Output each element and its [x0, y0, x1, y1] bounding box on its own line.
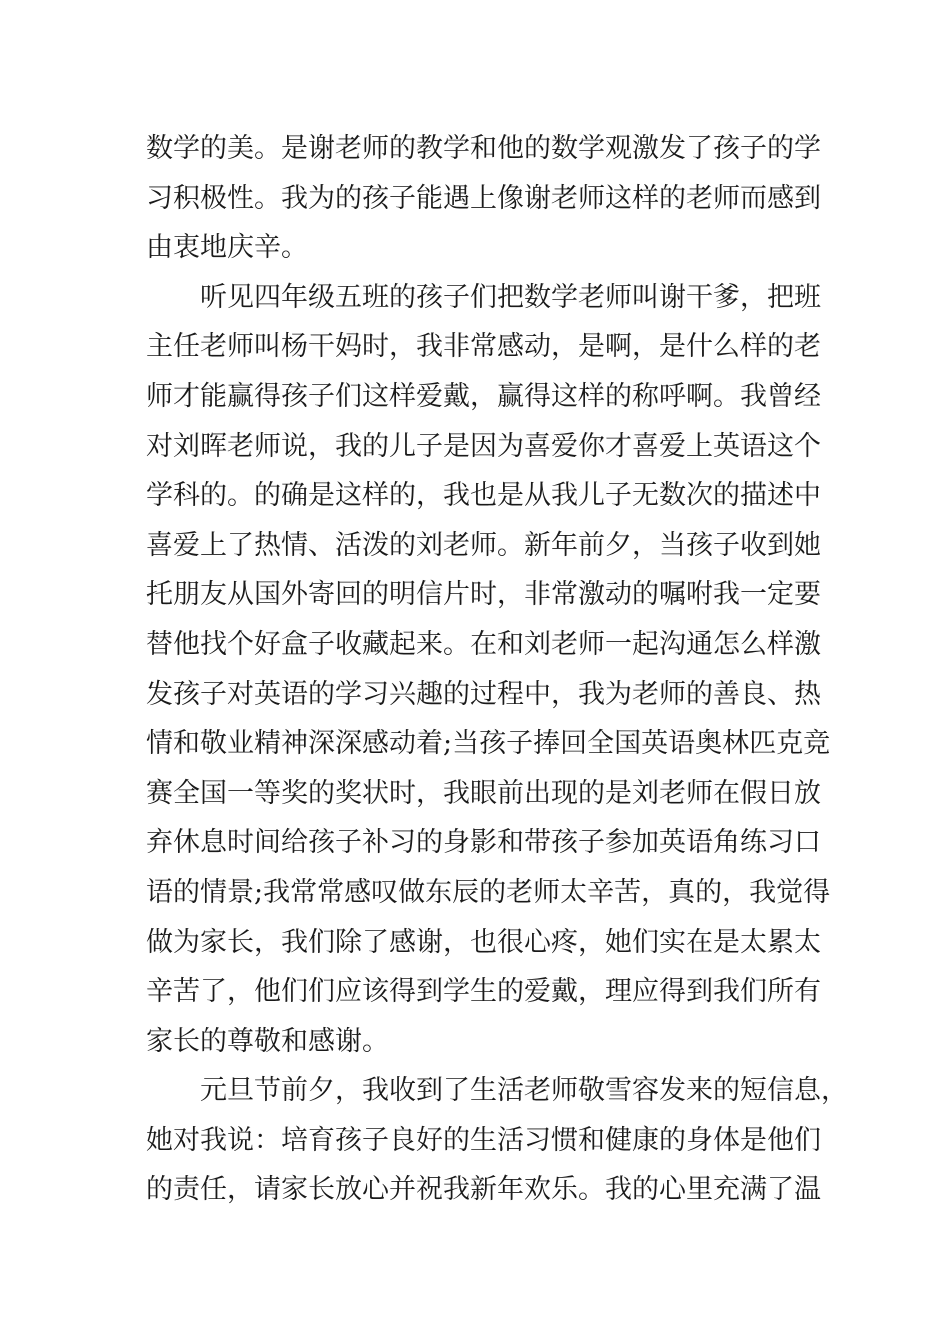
paragraph — [146, 273, 831, 1067]
text-line: 习积极性。我为的孩子能遇上像谢老师这样的老师而感到 — [146, 182, 821, 214]
text-line: 家长的尊敬和感谢。 — [146, 1025, 389, 1057]
text-line: 听见四年级五班的孩子们把数学老师叫谢干爹，把班 — [200, 281, 821, 313]
text-line: 语的情景;我常常感叹做东辰的老师太辛苦，真的，我觉得 — [146, 876, 831, 908]
text-line: 喜爱上了热情、活泼的刘老师。新年前夕，当孩子收到她 — [146, 529, 821, 561]
text-line: 数学的美。是谢老师的教学和他的数学观激发了孩子的学 — [146, 133, 821, 164]
text-line: 做为家长，我们除了感谢，也很心疼，她们实在是太累太 — [146, 926, 821, 958]
document-body — [146, 124, 848, 1215]
paragraph — [146, 1066, 848, 1215]
text-line: 辛苦了，他们们应该得到学生的爱戴，理应得到我们所有 — [146, 976, 821, 1008]
text-line: 替他找个好盒子收藏起来。在和刘老师一起沟通怎么样激 — [146, 628, 821, 660]
text-line: 赛全国一等奖的奖状时，我眼前出现的是刘老师在假日放 — [146, 777, 821, 809]
text-line: 弃休息时间给孩子补习的身影和带孩子参加英语角练习口 — [146, 827, 821, 859]
text-line: 的责任，请家长放心并祝我新年欢乐。我的心里充满了温 — [146, 1174, 821, 1206]
text-line: 托朋友从国外寄回的明信片时，非常激动的嘱咐我一定要 — [146, 579, 821, 611]
text-line: 发孩子对英语的学习兴趣的过程中，我为老师的善良、热 — [146, 678, 821, 710]
text-line: 学科的。的确是这样的，我也是从我儿子无数次的描述中 — [146, 480, 821, 512]
text-line: 师才能赢得孩子们这样爱戴，赢得这样的称呼啊。我曾经 — [146, 380, 821, 412]
text-line: 她对我说：培育孩子良好的生活习惯和健康的身体是他们 — [146, 1124, 821, 1156]
text-line: 主任老师叫杨干妈时，我非常感动，是啊，是什么样的老 — [146, 331, 821, 363]
text-line: 由衷地庆辛。 — [146, 232, 308, 264]
text-line: 元旦节前夕，我收到了生活老师敬雪容发来的短信息， — [200, 1075, 848, 1107]
text-line: 情和敬业精神深深感动着;当孩子捧回全国英语奥林匹克竞 — [146, 728, 831, 760]
text-line: 对刘晖老师说，我的儿子是因为喜爱你才喜爱上英语这个 — [146, 430, 821, 462]
paragraph — [146, 124, 826, 273]
